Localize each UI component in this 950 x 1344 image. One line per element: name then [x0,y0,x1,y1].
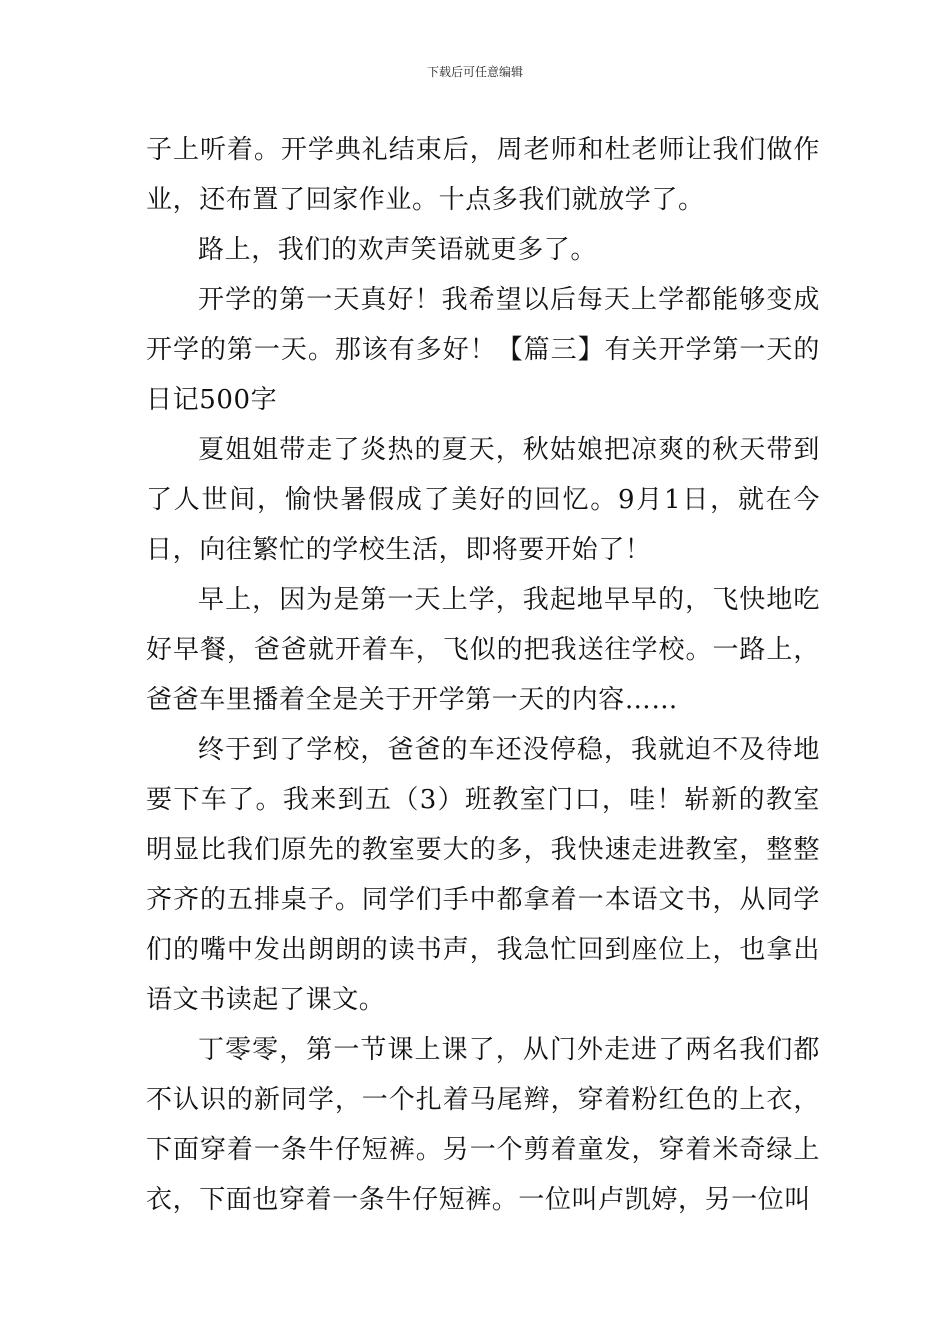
paragraph: 早上，因为是第一天上学，我起地早早的，飞快地吃好早餐，爸爸就开着车，飞似的把我送往学校。一路上，爸爸车里播着全是关于开学第一天的内容…… [146,585,820,715]
paragraph: 子上听着。开学典礼结束后，周老师和杜老师让我们做作业，还布置了回家作业。十点多我们就放学了。 [146,135,820,215]
page-header: 下载后可任意编辑 [426,65,523,79]
paragraph: 路上，我们的欢声笑语就更多了。 [198,235,598,265]
paragraph: 开学的第一天真好！我希望以后每天上学都能够变成开学的第一天。那该有多好！【篇三】有关开学第一天的日记500字 [146,285,820,415]
document-body [146,125,820,1225]
paragraph: 夏姐姐带走了炎热的夏天，秋姑娘把凉爽的秋天带到了人世间，愉快暑假成了美好的回忆。9月1日，就在今日，向往繁忙的学校生活，即将要开始了！ [146,435,820,565]
paragraph: 终于到了学校，爸爸的车还没停稳，我就迫不及待地要下车了。我来到五（3）班教室门口，哇！崭新的教室明显比我们原先的教室要大的多，我快速走进教室，整整齐齐的五排桌子。同学们手中都拿着一本语文书，从同学们的嘴中发出朗朗的读书声，我急忙回到座位上，也拿出语文书读起了课文。 [146,735,820,1015]
paragraph: 丁零零，第一节课上课了，从门外走进了两名我们都不认识的新同学，一个扎着马尾辫，穿着粉红色的上衣，下面穿着一条牛仔短裤。另一个剪着童发，穿着米奇绿上衣，下面也穿着一条牛仔短裤。一位叫卢凯婷，另一位叫 [146,1035,820,1215]
